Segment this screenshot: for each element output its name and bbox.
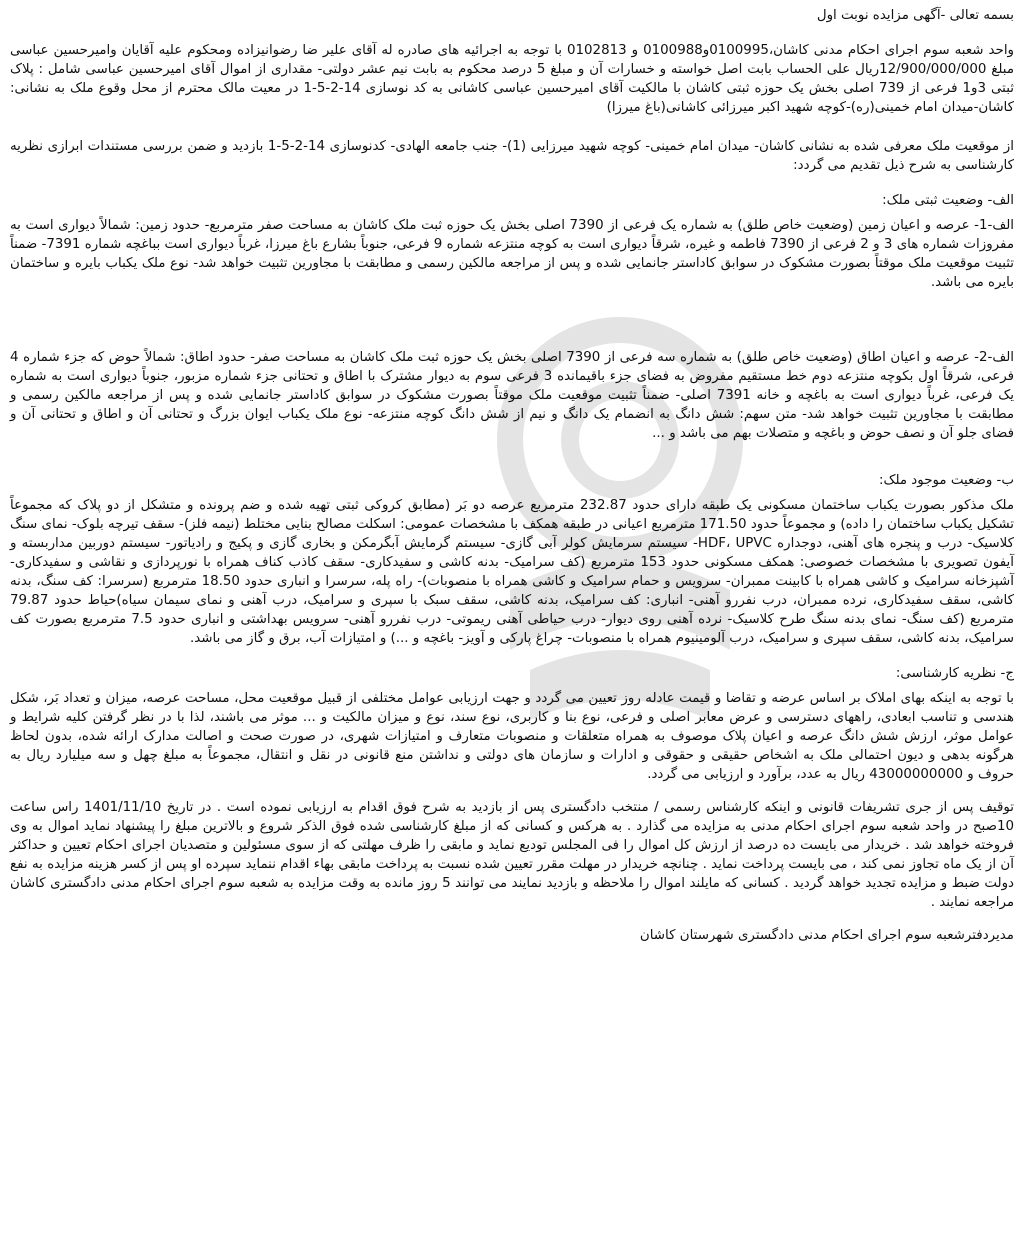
location-paragraph: از موقعیت ملک معرفی شده به نشانی کاشان- میدان امام خمینی- کوچه شهید میرزایی (1)- جنب جامعه الهادی- کدنوسازی 14-2-5-1 بازدید و ضمن بررسی مستندات ابرازی نظریه کارشناسی به شرح ذیل تقدیم می گردد: [10,139,1014,173]
intro-paragraph: واحد شعبه سوم اجرای احکام مدنی کاشان،0100995و0100988 و 0102813 با توجه به اجرائیه های صادره له آقای علیر ضا رضوانیزاده ومحکوم علیه آقایان وامیرحسین عباسی مبلغ 12/900/000/000ریال علی الحساب بابت اصل خواسته و خسارات آن و مبلغ 5 درصد محکوم به بابت نیم عشر دولتی- مقداری از اموال آقای امیرحسین عباسی شامل : پلاک ثبتی 3و1 فرعی از 739 اصلی بخش یک حوزه ثبتی کاشان با مالکیت آقای امیرحسین عباسی کاشانی به کد نوسازی 14-2-5-1 در معیت مالک محترم از محل وقوع ملک به نشانی: کاشان-میدان امام خمینی(ره)-کوچه شهید اکبر میرزائی کاشانی(باغ میرزا) [10,43,1015,115]
section-c-paragraph: با توجه به اینکه بهای املاک بر اساس عرضه و تقاضا و قیمت عادله روز تعیین می گردد و جهت ارزیابی عوامل مختلفی از قبیل موقعیت محل، مساحت عرصه، میزان و تعداد بَر، شکل هندسی و تناسب ابعادی، راههای دسترسی و عرض معابر اصلی و فرعی، نوع بنا و کاربری، نوع سند، نوع و میزان مالکیت و ... موثر می باشند، لذا با در نظر گرفتن کلیه شرایط و عوامل موثر، ارزش شش دانگ عرصه و اعیان پلاک موصوف به همراه متعلقات و منصوبات متعارف و امتیازات شهری، در صورت صحت و اصالت مدارک ارائه شده، بدون لحاظ هرگونه بدهی و دیون احتمالی ملک به اشخاص حقیقی و حقوقی و ادارات و سازمان های دولتی و نداشتن منع قانونی در نقل و انتقال، مجموعاً به مبلغ چهل و سه میلیارد ریال به حروف و 43000000000 ریال به عدد، برآورد و ارزیابی می گردد. [10,691,1014,782]
section-a1-paragraph: الف-1- عرصه و اعیان زمین (وضعیت خاص طلق) به شماره یک فرعی از 7390 اصلی بخش یک حوزه ثبت ملک کاشان به مساحت صفر مترمربع- حدود زمین: شمالاً دیواری است به مفروزات شماره های 3 و 2 فرعی از 7390 فاطمه و غیره، شرقاً دیواری است به کوچه منتزعه شماره 9 فرعی، جنوباً بشارع باغ میرزا، غرباً دیواری است بباغچه شماره 7391- ضمناً تثبیت موقعیت ملک موقتاً بصورت مشکوک در سوابق کاداستر جانمایی شده و پس از مراجعه مالکین رسمی و مطابقت با مجاورین تثبیت خواهد شد- نوع ملک یکباب بایره و ساختمان بایره می باشد. [10,218,1015,290]
section-a-heading: الف- وضعیت ثبتی ملک: [882,193,1014,208]
section-b-heading: ب- وضعیت موجود ملک: [878,473,1014,488]
notice-title: بسمه تعالی -آگهی مزایده نوبت اول [816,8,1014,23]
closing-paragraph: توقیف پس از جری تشریفات قانونی و اینکه کارشناس رسمی / منتخب دادگستری پس از بازدید به شرح فوق اقدام به ارزیابی نموده است . در تاریخ 1401/11/10 راس ساعت 10صبح در واحد شعبه سوم اجرای احکام مدنی به مزایده می گذارد . به هرکس و کسانی که از مبلغ کارشناسی شده فوق الذکر شروع و بالاترین مبلغ را پیشنهاد نماید اموال به وی فروخته خواهد شد . خریدار می بایست ده درصد از ارزش کل اموال را فی المجلس تودیع نماید و مابقی را ظرف مهلتی که از سوی مسئولین و متصدیان اجرای احکام تعیین و حداکثر آن از یک ماه تجاوز نمی کند ، می بایست پرداخت نماید . چنانچه خریدار در مهلت مقرر تعیین شده نسبت به پرداخت مابقی بهاء اقدام ننماید سپرده او پس از کسر هزینه مزایده به نفع دولت ضبط و مزایده تجدید خواهد گردید . کسانی که مایلند اموال را ملاحظه و بازدید نمایند می توانند 5 روز مانده به وقت مزایده به شعبه سوم اجرای احکام مدنی دادگستری کاشان مراجعه نمایند . [10,800,1014,910]
signature-line: مدیردفترشعبه سوم اجرای احکام مدنی دادگستری شهرستان کاشان [639,928,1014,943]
section-b-paragraph: ملک مذکور بصورت یکباب ساختمان مسکونی یک طبقه دارای حدود 232.87 مترمربع عرصه دو بَر (مطابق کروکی ثبتی تهیه شده و ضم پرونده و متشکل از دو پلاک که مجموعاً تشکیل یکباب ساختمان را داده) و مجموعاً حدود 171.50 مترمربع اعیانی در طبقه همکف با مشخصات عمومی: اسکلت مصالح بنایی مختلط (نیمه فلز)- سقف تیرچه بلوک- نمای سنگ کلاسیک- درب و پنجره های آهنی، دوجداره HDF، UPVC- سیستم سرمایش کولر آبی گازی- سیستم گرمایش آبگرمکن و بخاری گازی و پکیج و رادیاتور- سیستم دوربین مداربسته و آیفون تصویری با مشخصات خصوصی: همکف مسکونی حدود 153 مترمربع (کف سرامیک- بدنه کاشی و سفیدکاری- سقف کاذب کناف همراه با نورپردازی و نقاشی و سفیدکاری- آشپزخانه سرامیک و کاشی همراه با کابینت ممبران- سرویس و حمام سرامیک و کاشی همراه با منصوبات)- راه پله، سرسرا و انباری حدود 18.50 مترمربع (سرسرا: کف سنگ، بدنه کاشی، سقف سفیدکاری، نرده ممبران، درب نفررو آهنی- انباری: کف سرامیک، بدنه کاشی، سقف سبک با سپری و سرامیک، درب آهنی و نمای سیمان سیاه)حیاط حدود 79.87 مترمربع (کف سنگ- نمای بدنه سنگ طرح کلاسیک- نرده آهنی روی دیوار- درب حیاطی آهنی ریموتی- درب نفررو آهنی- سرویس بهداشتی و انباری حدود 7.5 مترمربع بصورت کف سرامیک، بدنه کاشی، سقف سپری و سرامیک، درب آلومینیوم همراه با منصوبات- چراغ پارکی و آویز- باغچه و ...) و امتیازات آب، برق و گاز می باشد. [10,498,1015,646]
section-a2-paragraph: الف-2- عرصه و اعیان اطاق (وضعیت خاص طلق) به شماره سه فرعی از 7390 اصلی بخش یک حوزه ثبت ملک کاشان به مساحت صفر- حدود اطاق: شمالاً حوض که جزء شماره 4 فرعی، شرقاً اول بکوچه منتزعه دوم خط مستقیم مفروض به فضای جزء باقیمانده 3 فرعی سوم به دیوار مشترک با اطاق و تحتانی جزء شماره مزبور، جنوباً دیواری است به شماره یک فرعی، غرباً دیواری است به باغچه و خانه 7391 اصلی- ضمناً تثبیت موقعیت ملک موقتاً بصورت مشکوک در سوابق کاداستر جانمایی شده و پس از مراجعه مالکین رسمی و مطابقت با مجاورین تثبیت خواهد شد- متن سهم: شش دانگ به انضمام یک دانگ و نیم از شش دانگ کوچه منتزعه- نوع ملک یکباب ایوان بزرگ و تحتانی آن و اطاق و تحتانی آن و فضای جلو آن و نصف حوض و باغچه و متصلات بهم می باشد و ... [10,350,1014,441]
section-c-heading: ج- نظریه کارشناسی: [895,666,1014,681]
